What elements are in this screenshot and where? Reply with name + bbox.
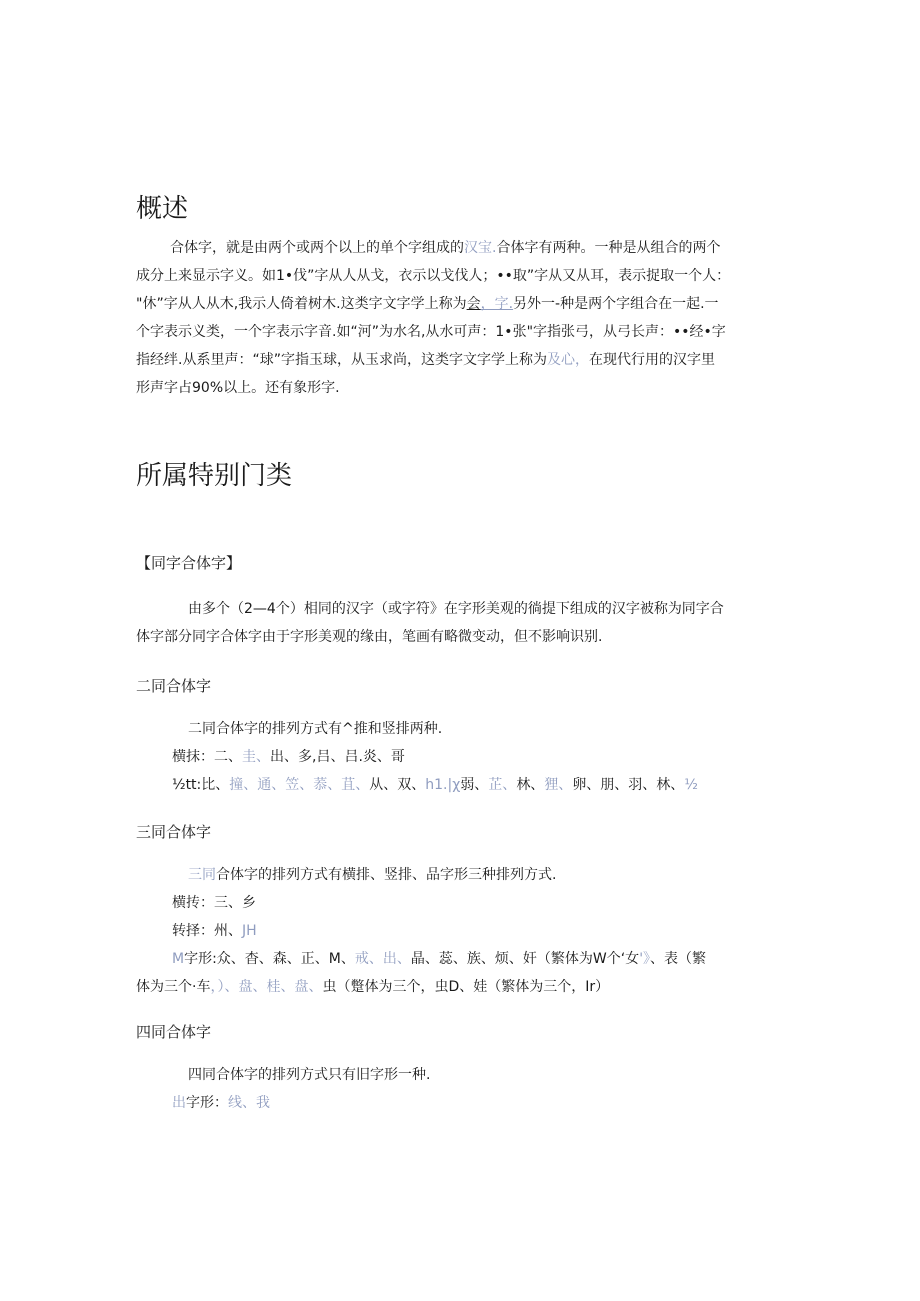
three-same-block: [136, 861, 786, 1001]
text-run: 弱、: [460, 777, 489, 793]
overview-line-2: 成分上来显示字义。如1•伐”字从人从戈，衣示以戈伐人；••取”字从又从耳，表示捉取一个人：: [136, 268, 731, 284]
overview-paragraph: [136, 234, 786, 402]
text-run: 在现代行用的汉字里: [588, 352, 715, 368]
text-run: 林、: [516, 777, 545, 793]
overview-line-3: [136, 290, 786, 318]
three-same-pin-line-1: [136, 945, 786, 973]
text-run: 字形：: [186, 1095, 228, 1111]
faded-text: M: [172, 951, 185, 967]
three-same-horizontal: 横抟：三、乡: [172, 895, 256, 911]
faded-text: 撞、通、笠、菾、苴、: [229, 777, 370, 793]
two-same-intro: 二同合体字的排列方式有^推和竖排两种.: [188, 721, 443, 737]
text-run: 晶、蕊、族、烦、奸（繁体为W个‘女: [410, 951, 640, 967]
text-run: ½tt:比、: [172, 777, 230, 793]
heading-three-same: 三同合体字: [136, 823, 212, 841]
text-run: 横抹：二、: [172, 749, 242, 765]
faded-text: 汉宝.: [464, 240, 497, 256]
same-char-line-1: 由多个（2—4个）相同的汉字（或字符》在字形美观的徜提下组成的汉字被称为同字合: [188, 601, 724, 617]
two-same-block: [136, 715, 786, 799]
four-same-intro: 四同合体字的排列方式只有旧字形一种.: [188, 1067, 431, 1083]
overview-line-6: 形声字占90%以上。还有象形字.: [136, 380, 340, 396]
overview-line-5: [136, 346, 786, 374]
faded-text: 圭、: [242, 749, 270, 765]
text-run: 卵、朋、羽、林、: [572, 777, 685, 793]
text-run: 合体字，就是由两个或两个以上的单个字组成的: [170, 240, 464, 256]
text-run: 虫（蹩体为三个，虫D、娃（繁体为三个，Ir）: [322, 979, 610, 995]
faded-text: 戒、出、: [354, 951, 411, 967]
faded-text: 三同: [188, 867, 216, 883]
two-same-vertical: [136, 771, 786, 799]
faded-text: 狸、: [544, 777, 573, 793]
heading-two-same: 二同合体字: [136, 677, 212, 695]
overview-line-4: 个字表示义类，一个字表示字音.如“河”为水名,从水可声：1•张"字指张弓，从弓长声：••经•字: [136, 324, 726, 340]
overview-line-1: [136, 234, 786, 262]
faded-text: '》: [639, 951, 651, 967]
text-run: 合体字的排列方式有横排、竖排、品字形三种排列方式.: [216, 867, 557, 883]
same-char-line-2: 体字部分同字合体字由于字形美观的缘由，笔画有略微变动，但不影响识别.: [136, 629, 603, 645]
four-same-block: [136, 1061, 786, 1117]
heading-four-same: 四同合体字: [136, 1023, 212, 1041]
faded-text: JH: [242, 923, 257, 939]
text-run: 指经绊.从系里声：“球”字指玉球，从玉求尚，这类字文字学上称为: [136, 352, 547, 368]
text-run: 另外一-种是两个字组合在一起.一: [513, 296, 719, 312]
faded-text: h1.|χ: [425, 777, 461, 793]
text-run: 合体字有两种。一种是从组合的两个: [496, 240, 721, 256]
faded-text: 出: [172, 1095, 186, 1111]
faded-text: 芷、: [488, 777, 517, 793]
text-run: 字形:众、杳、森、正、M、: [184, 951, 355, 967]
section-title-categories: 所属特别门类: [136, 461, 293, 491]
three-same-pin-line-2: [136, 973, 786, 1001]
three-same-vertical: [136, 917, 786, 945]
text-run: 从、双、: [369, 777, 426, 793]
two-same-horizontal: [136, 743, 786, 771]
text-run: 转择：州、: [172, 923, 242, 939]
faded-text: 及心，: [546, 352, 589, 368]
section-title-overview: 概述: [136, 194, 189, 224]
heading-same-char: 【同字合体字】: [136, 554, 242, 572]
same-char-paragraph: [136, 595, 786, 651]
faded-text: 线、我: [228, 1095, 270, 1111]
four-same-tian: [136, 1089, 786, 1117]
text-run: "休”字从人从木,我示人倚着树木.这类字文字学上称为: [136, 296, 467, 312]
faded-text: ，字.: [480, 296, 514, 312]
faded-text: ½: [684, 777, 698, 793]
faded-text: ，）、盘、桂、盘、: [210, 979, 323, 995]
text-run: 体为三个·车: [136, 979, 211, 995]
text-run: 出、多,吕、吕.炎、哥: [270, 749, 405, 765]
text-run: 、表（繁: [650, 951, 707, 967]
three-same-intro: [136, 861, 786, 889]
text-run: 会: [466, 296, 481, 312]
